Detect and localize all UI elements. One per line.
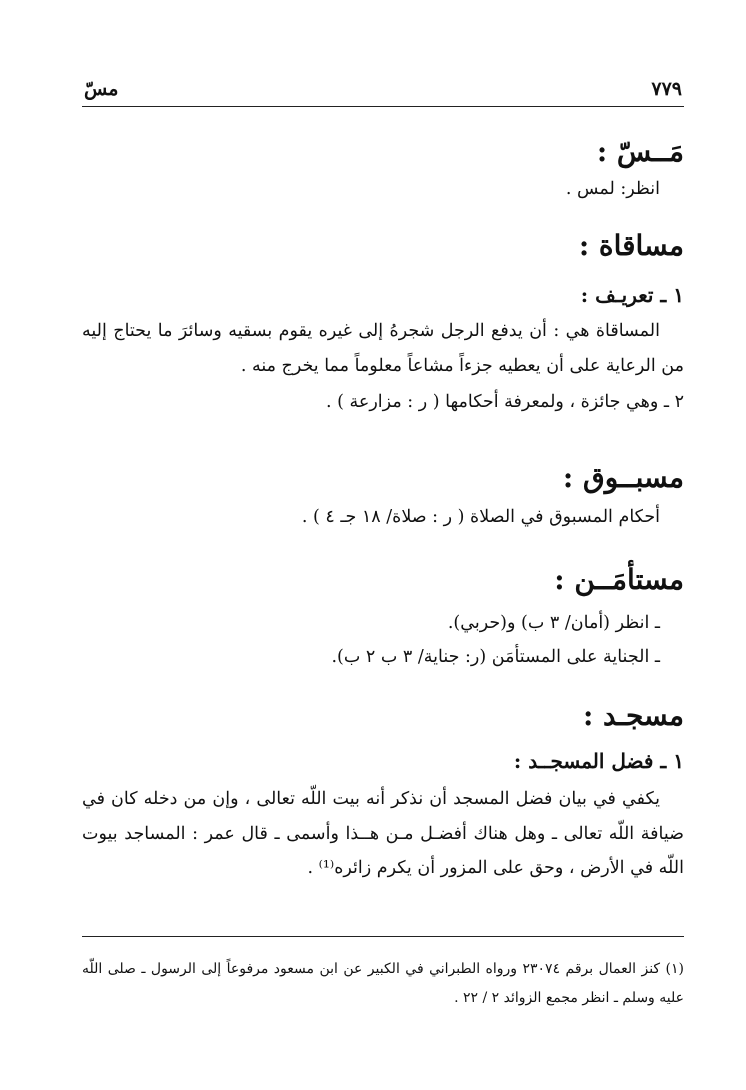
mustamin-line-2: ـ الجناية على المستأمَن (ر: جناية/ ٣ ب ٢ ب). [331,647,660,667]
entry-title-masbuq: مسبــوق : [562,461,684,494]
entry-masjid [82,696,684,886]
masjid-subheading-virtue: ١ ـ فضل المسجــد : [513,749,684,773]
entry-mustamin [82,560,684,674]
page-header [82,78,684,107]
musaqat-subheading-definition: ١ ـ تعريـف : [580,283,684,307]
entry-mass [82,132,684,206]
footnote: (١) كنز العمال برقم ٢٣٠٧٤ ورواه الطبراني في الكبير عن ابن مسعود مرفوعاً إلى الرسول ـ صلى اللّه عليه وسلم ـ انظر مجمع الزوائد ٢ / ٢٢ . [82,961,684,1006]
entry-title-mass: مَــسّ : [596,135,684,168]
entry-title-masjid: مسجـد : [582,699,684,732]
masbuq-line-1: أحكام المسبوق في الصلاة ( ر : صلاة/ ١٨ جـ ٤ ) . [301,507,660,527]
mustamin-line-1: ـ انظر (أمان/ ٣ ب) و(حربي). [447,613,660,633]
musaqat-definition-paragraph: المساقاة هي : أن يدفع الرجل شجرهُ إلى غيره يقوم بسقيه وسائرَ ما يحتاج إليه من الرعاية على أن يعطيه جزءاً مشاعاً معلوماً مما يخرج منه . [82,321,684,376]
page-number: ٧٧٩ [651,78,682,100]
footnote-divider [82,936,684,937]
entry-masbuq [82,458,684,534]
masjid-virtue-paragraph: يكفي في بيان فضل المسجد أن نذكر أنه بيت اللّه تعالى ، وإن من دخله كان في ضيافة اللّه تعالى ـ وهل هناك أفضـل مـن هــذا وأسمى ـ قال عمر : المساجد بيوت اللّه في الأرض ، وحق على المزور أن يكرم زائره⁽¹⁾ . [82,789,684,878]
entry-title-musaqat: مساقاة : [578,229,684,262]
musaqat-line-2: ٢ ـ وهي جائزة ، ولمعرفة أحكامها ( ر : مزارعة ) . [326,392,684,412]
entry-title-mustamin: مستأمَــن : [554,563,684,596]
entry-mass-line-1: انظر: لمس . [565,179,660,199]
entry-musaqat [82,226,684,419]
running-head: مسّ [84,78,119,100]
